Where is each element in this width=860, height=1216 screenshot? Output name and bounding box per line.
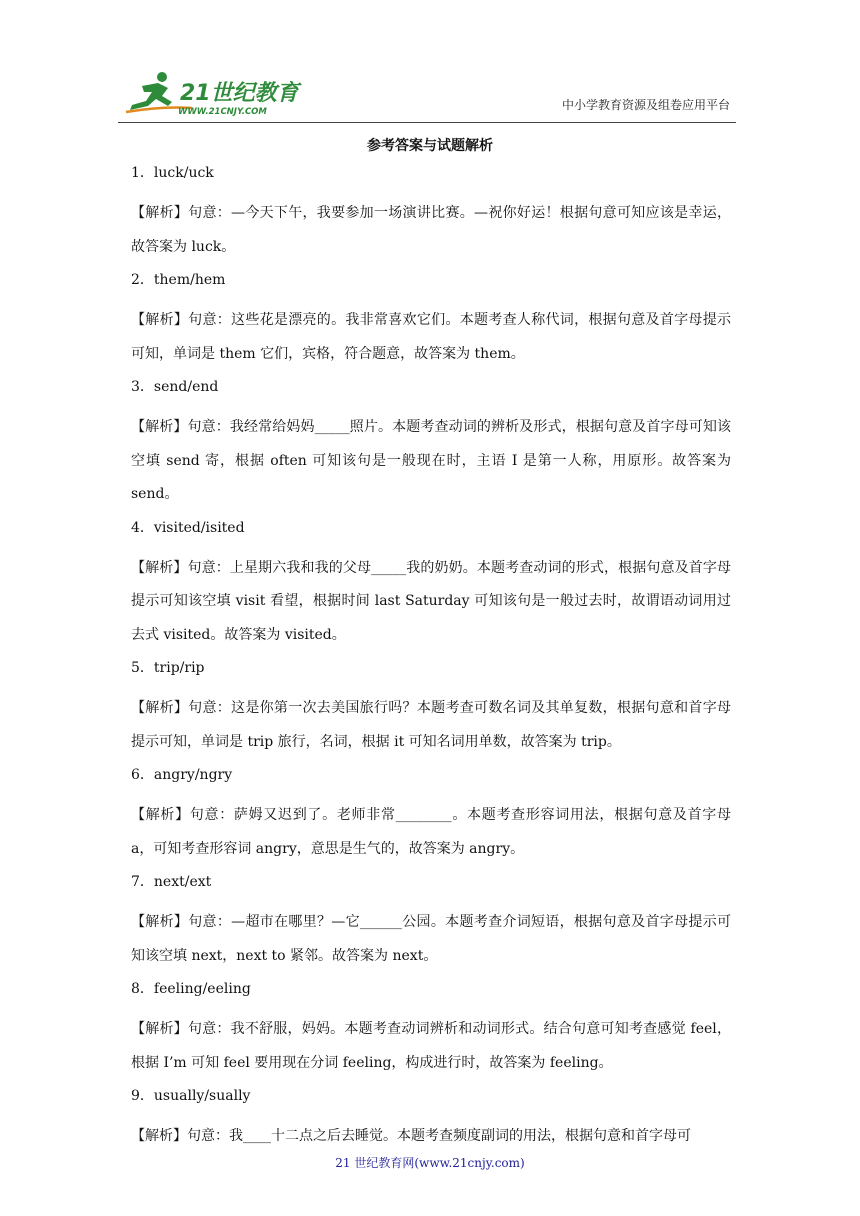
analysis-text: 【解析】句意：—超市在哪里？—它______公园。本题考查介词短语，根据句意及首字母提示可知该空填 next，next to 紧邻。故答案为 next。 (131, 914, 731, 964)
answer-item (131, 979, 731, 1080)
answer-item (131, 872, 731, 973)
answer-line: 9．usually/sually (131, 1088, 251, 1104)
answer-line: 8．feeling/eeling (131, 981, 251, 997)
answer-line: 4．visited/isited (131, 519, 245, 536)
answer-line: 7．next/ext (131, 874, 212, 890)
platform-label: 中小学教育资源及组卷应用平台 (561, 98, 730, 112)
answer-item (131, 1086, 731, 1154)
page-title: 参考答案与试题解析 (367, 138, 493, 154)
analysis-text: 【解析】句意：这些花是漂亮的。我非常喜欢它们。本题考查人称代词，根据句意及首字母提示可知，单词是 them 它们，宾格，符合题意，故答案为 them。 (131, 312, 731, 362)
page-footer: 21 世纪教育网(www.21cnjy.com) (335, 1156, 525, 1170)
answer-item (131, 163, 731, 264)
analysis-text: 【解析】句意：我经常给妈妈_____照片。本题考查动词的辨析及形式，根据句意及首字母可知该空填 send 寄，根据 often 可知该句是一般现在时，主语 I 是第一人称，用原形。故答案为 send。 (131, 419, 731, 502)
answer-item (131, 518, 731, 653)
analysis-text: 【解析】句意：我不舒服，妈妈。本题考查动词辨析和动词形式。结合句意可知考查感觉 feel，根据 I’m 可知 feel 要用现在分词 feeling，构成进行时，故答案为 feeling。 (131, 1021, 731, 1071)
answer-item (131, 658, 731, 759)
answer-item (131, 377, 731, 512)
analysis-text: 【解析】句意：上星期六我和我的父母_____我的奶奶。本题考查动词的形式，根据句意及首字母提示可知该空填 visit 看望，根据时间 last Saturday 可知该句是一般过去时，故谓语动词用过去式 visited。故答案为 visited。 (131, 559, 731, 643)
page-header (118, 60, 736, 123)
answer-line: 2．them/hem (131, 272, 226, 288)
answer-item (131, 765, 731, 866)
logo-text: 21世纪教育 (180, 81, 299, 106)
analysis-text: 【解析】句意：—今天下午，我要参加一场演讲比赛。—祝你好运！根据句意可知应该是幸运，故答案为 luck。 (131, 205, 731, 255)
logo-url: WWW.21CNJY.COM (178, 107, 267, 117)
running-figure-logo-icon (122, 68, 302, 118)
answer-item (131, 270, 731, 371)
answer-line: 3．send/end (131, 379, 219, 395)
analysis-text: 【解析】句意：这是你第一次去美国旅行吗？本题考查可数名词及其单复数，根据句意和首字母提示可知，单词是 trip 旅行，名词，根据 it 可知名词用单数，故答案为 trip。 (131, 700, 731, 750)
answer-line: 5．trip/rip (131, 660, 205, 676)
logo (122, 68, 302, 118)
answer-list (131, 163, 731, 1160)
analysis-text: 【解析】句意：我____十二点之后去睡觉。本题考查频度副词的用法，根据句意和首字母可 (131, 1128, 691, 1144)
answer-line: 6．angry/ngry (131, 767, 233, 783)
analysis-text: 【解析】句意：萨姆又迟到了。老师非常________。本题考查形容词用法，根据句意及首字母 a，可知考查形容词 angry，意思是生气的，故答案为 angry。 (131, 807, 731, 857)
answer-line: 1．luck/uck (131, 165, 214, 181)
